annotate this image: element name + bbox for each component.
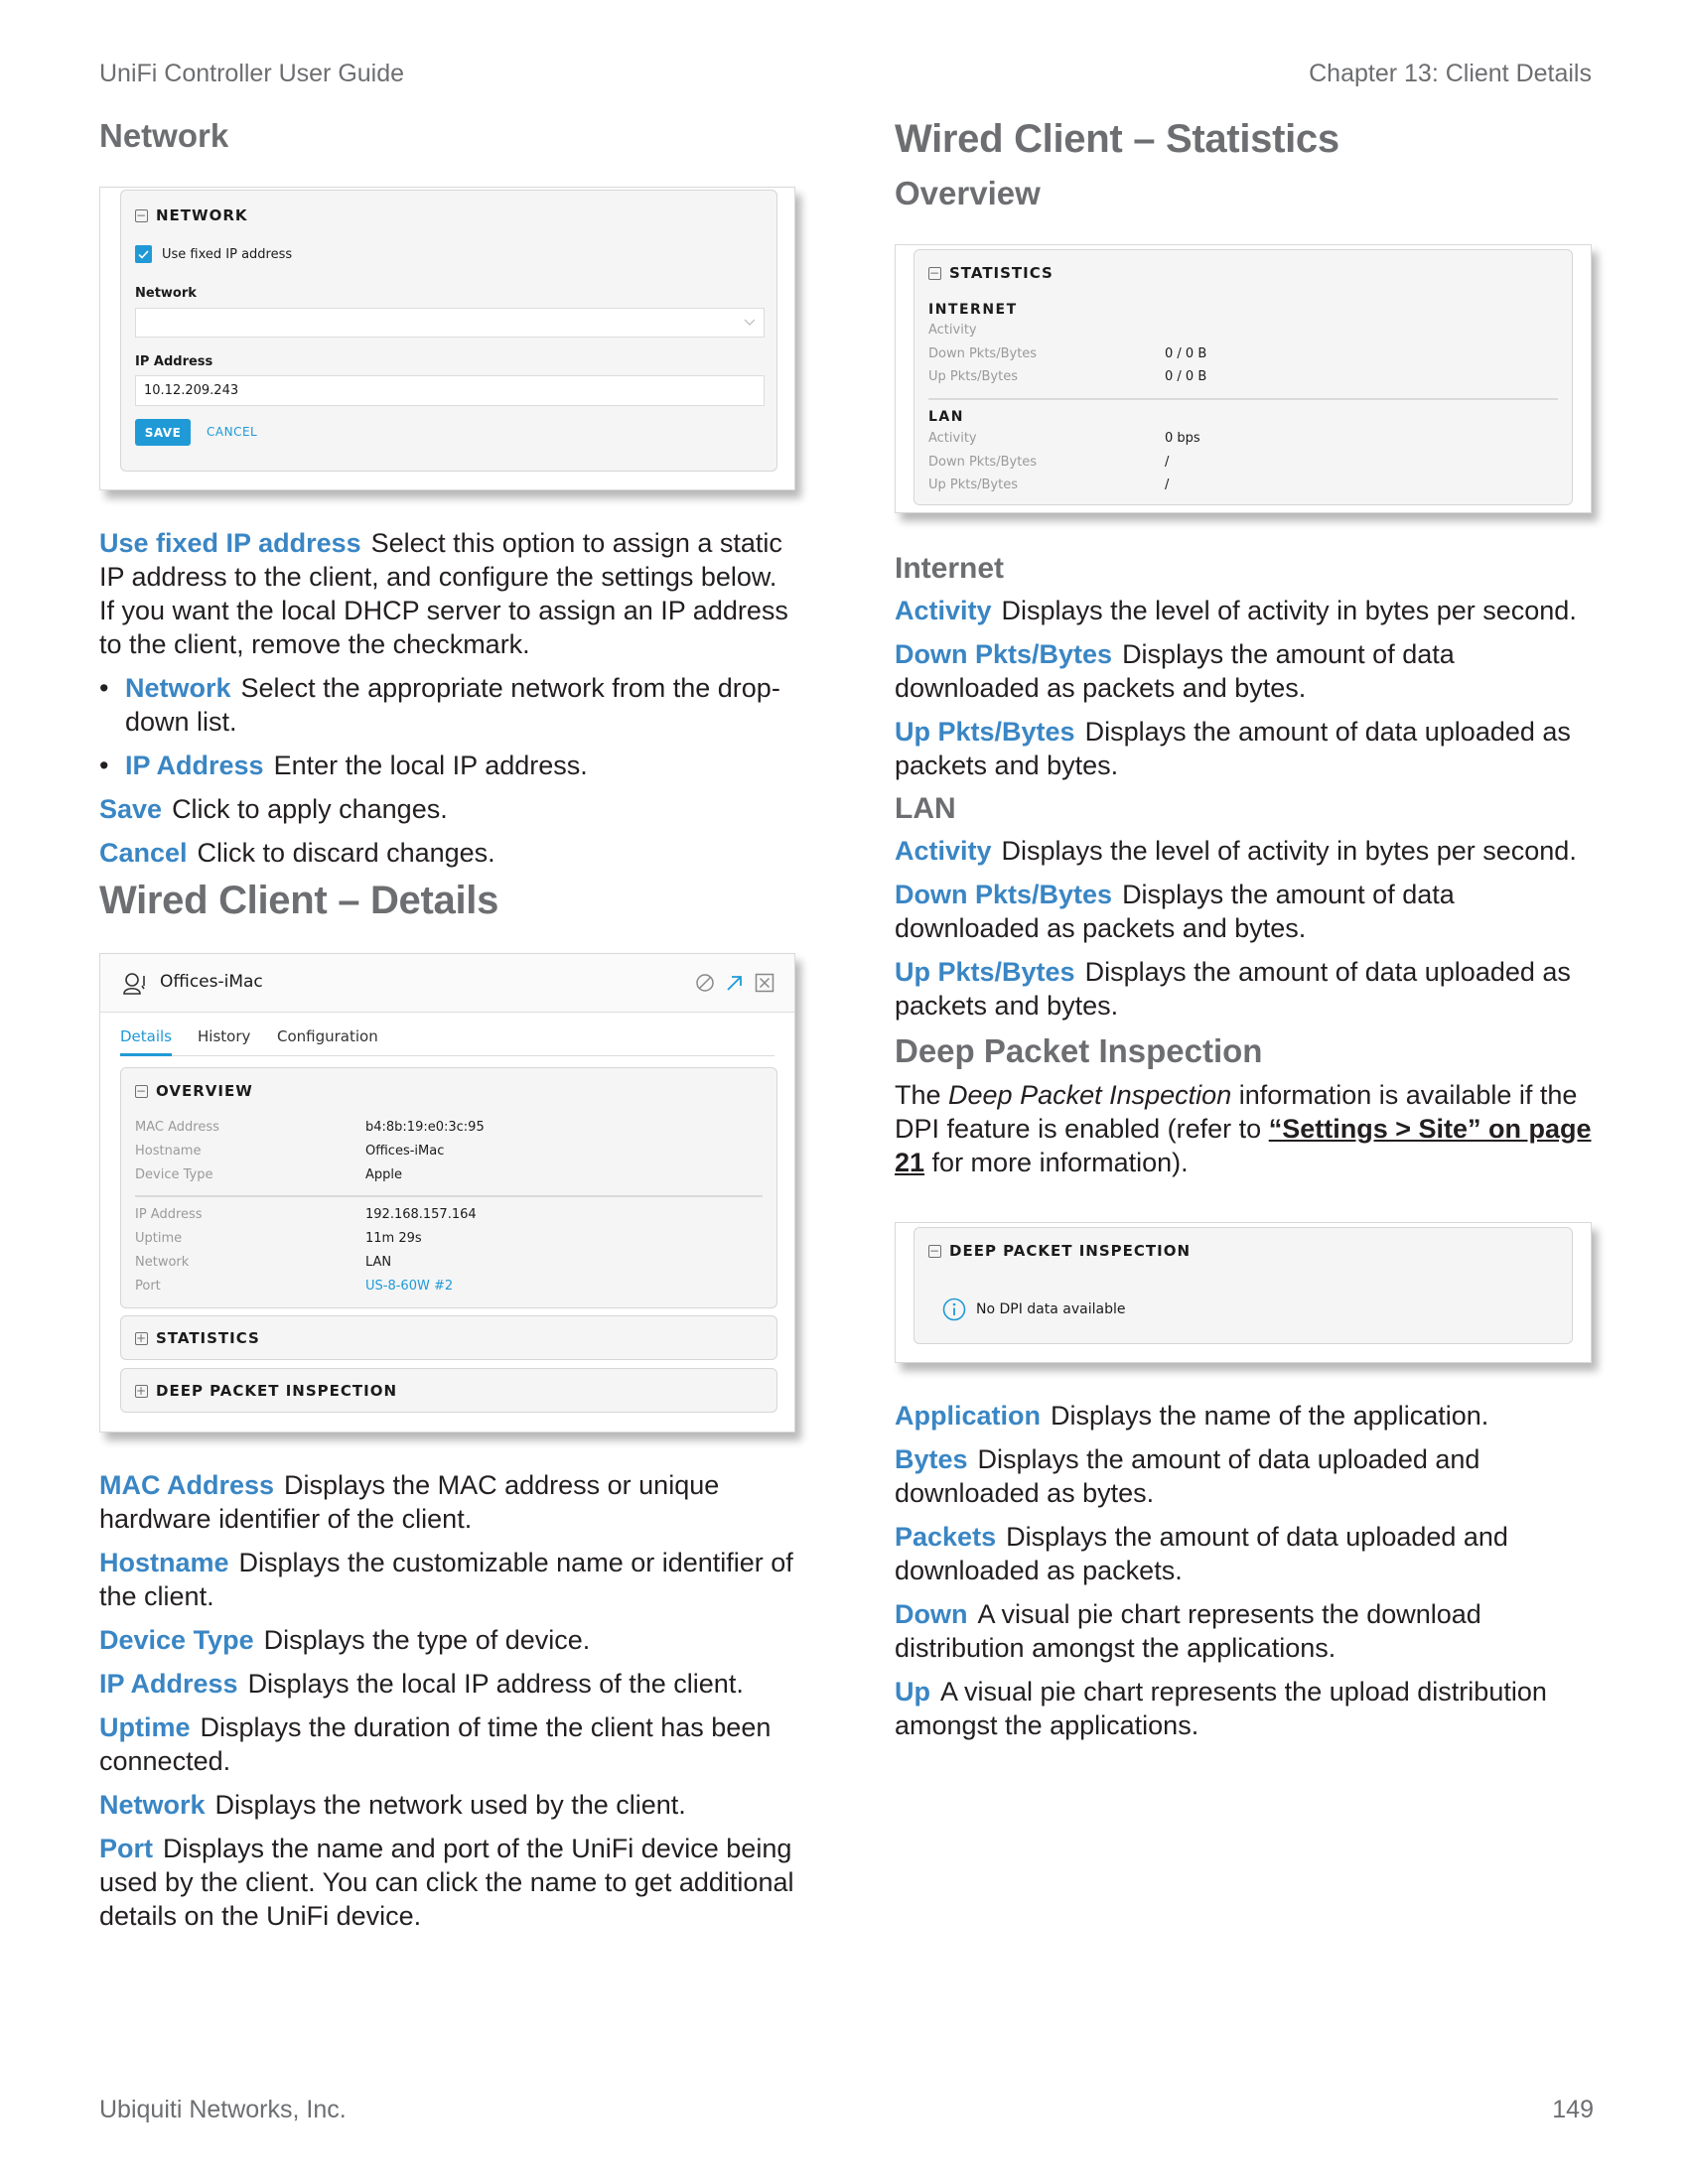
definition: Displays the level of activity in bytes per second. — [1001, 596, 1577, 625]
desc-item — [99, 1623, 794, 1657]
dpi-message: No DPI data available — [976, 1301, 1126, 1317]
term: Up — [895, 1677, 930, 1706]
overview-row — [121, 1144, 776, 1167]
dpi-screenshot — [895, 1222, 1592, 1363]
desc-cancel — [99, 836, 794, 870]
term: Down Pkts/Bytes — [895, 880, 1113, 909]
stats-row — [914, 323, 1572, 346]
definition: Click to discard changes. — [197, 838, 495, 868]
overview-row — [121, 1279, 776, 1302]
statistics-panel — [914, 249, 1573, 505]
definition: Displays the amount of data downloaded as packets and bytes. — [895, 880, 1455, 943]
term: Uptime — [99, 1712, 191, 1742]
desc-item — [895, 1399, 1600, 1433]
statistics-heading: Wired Client – Statistics — [895, 117, 1339, 161]
term: Network — [99, 1790, 206, 1820]
term: Application — [895, 1401, 1041, 1431]
ip-address-input[interactable] — [135, 375, 765, 406]
dpi-intro-text: The — [895, 1080, 949, 1110]
desc-item — [99, 1788, 794, 1822]
definition: Displays the customizable name or identifier of the client. — [99, 1548, 793, 1611]
bullet-item — [99, 749, 794, 782]
divider — [928, 398, 1558, 400]
tab-history[interactable]: History — [198, 1027, 251, 1045]
network-descriptions — [99, 526, 794, 880]
overview-panel — [120, 1067, 777, 1308]
definition: Select the appropriate network from the drop-down list. — [125, 673, 780, 737]
client-tabs — [120, 1020, 774, 1056]
row-value: 0 / 0 B — [1165, 346, 1207, 361]
network-panel-header[interactable] — [135, 206, 248, 224]
definition: Displays the amount of data uploaded as packets and bytes. — [895, 717, 1571, 780]
tab-details[interactable]: Details — [120, 1027, 172, 1056]
save-button[interactable]: SAVE — [135, 419, 191, 446]
collapse-icon: − — [135, 1084, 148, 1098]
row-label: Hostname — [135, 1144, 202, 1159]
desc-item — [895, 637, 1600, 705]
row-label: Down Pkts/Bytes — [928, 455, 1038, 470]
definition: Displays the amount of data downloaded as packets and bytes. — [895, 639, 1455, 703]
definition: Displays the amount of data uploaded and downloaded as bytes. — [895, 1444, 1480, 1508]
collapse-icon: − — [928, 1244, 941, 1258]
lan-heading: LAN — [895, 792, 956, 825]
overview-row — [121, 1120, 776, 1144]
row-label: Up Pkts/Bytes — [928, 369, 1018, 384]
ip-address-value: 10.12.209.243 — [144, 383, 239, 398]
definition: A visual pie chart represents the download distribution amongst the applications. — [895, 1599, 1481, 1663]
dpi-heading: Deep Packet Inspection — [895, 1032, 1263, 1069]
network-panel — [120, 190, 777, 472]
port-link[interactable]: US-8-60W #2 — [365, 1279, 454, 1294]
term: Down Pkts/Bytes — [895, 639, 1113, 669]
row-label: MAC Address — [135, 1120, 219, 1135]
row-label: Activity — [928, 431, 977, 446]
lan-section-title: LAN — [928, 409, 964, 425]
fixed-ip-label: Use fixed IP address — [162, 246, 293, 262]
desc-item — [99, 1710, 794, 1778]
dpi-empty-message — [942, 1297, 1125, 1321]
definition: Click to apply changes. — [172, 794, 448, 824]
desc-item — [895, 1520, 1600, 1587]
footer-company: Ubiquiti Networks, Inc. — [99, 2096, 347, 2123]
definition: Displays the name and port of the UniFi device being used by the client. You can click the name to get additional details on the UniFi device. — [99, 1834, 794, 1931]
desc-item — [895, 1442, 1600, 1510]
client-name: Offices-iMac — [160, 972, 263, 992]
row-value: Offices-iMac — [365, 1144, 445, 1159]
row-value: / — [1165, 478, 1170, 492]
dpi-descriptions — [895, 1399, 1600, 1752]
dpi-panel — [914, 1227, 1573, 1344]
term: Device Type — [99, 1625, 254, 1655]
definition: Displays the type of device. — [263, 1625, 591, 1655]
term: Up Pkts/Bytes — [895, 717, 1075, 747]
term: Cancel — [99, 838, 188, 868]
definition: Displays the MAC address or unique hardware identifier of the client. — [99, 1470, 720, 1534]
internet-heading: Internet — [895, 552, 1005, 585]
term: Save — [99, 794, 163, 824]
definition: Displays the network used by the client. — [214, 1790, 686, 1820]
dpi-collapsed-panel[interactable] — [120, 1368, 777, 1413]
desc-item — [895, 1675, 1600, 1742]
dpi-intro-text: for more information). — [924, 1148, 1189, 1177]
term: Packets — [895, 1522, 997, 1552]
row-label: Activity — [928, 323, 977, 338]
desc-item — [99, 1546, 794, 1613]
row-value: / — [1165, 455, 1170, 470]
collapse-icon: − — [135, 208, 148, 222]
overview-row — [121, 1255, 776, 1279]
overview-heading: Overview — [895, 175, 1041, 211]
expand-icon[interactable] — [725, 973, 745, 993]
desc-item — [895, 1597, 1600, 1665]
row-label: Uptime — [135, 1231, 183, 1246]
row-label: Up Pkts/Bytes — [928, 478, 1018, 492]
stats-row — [914, 478, 1572, 501]
overview-row — [121, 1231, 776, 1255]
term: Down — [895, 1599, 968, 1629]
divider — [135, 1195, 763, 1197]
desc-item — [895, 834, 1600, 868]
desc-item — [99, 1667, 794, 1701]
term: Activity — [895, 836, 992, 866]
row-value: 192.168.157.164 — [365, 1207, 477, 1222]
desc-save — [99, 792, 794, 826]
desc-item — [99, 1832, 794, 1933]
definition: Displays the name of the application. — [1051, 1401, 1489, 1431]
term: Bytes — [895, 1444, 968, 1474]
row-label: Network — [135, 1255, 190, 1270]
statistics-panel-header[interactable] — [928, 264, 1054, 282]
stats-row — [914, 346, 1572, 370]
row-label: Port — [135, 1279, 161, 1294]
definition: Displays the level of activity in bytes per second. — [1001, 836, 1577, 866]
bullet-item — [99, 671, 794, 739]
definition: Displays the local IP address of the client. — [247, 1669, 744, 1699]
settings-site-link[interactable]: “Settings > Site” on page 21 — [895, 1114, 1592, 1177]
fixed-ip-checkbox-row[interactable] — [135, 245, 292, 263]
running-header-title: UniFi Controller User Guide — [99, 60, 405, 87]
term: IP Address — [125, 751, 264, 780]
dpi-panel-header[interactable] — [135, 1382, 397, 1400]
client-window-header — [100, 954, 794, 1013]
network-screenshot — [99, 187, 795, 490]
dpi-intro-italic: Deep Packet Inspection — [948, 1080, 1232, 1110]
row-label: IP Address — [135, 1207, 203, 1222]
statistics-collapsed-panel[interactable] — [120, 1315, 777, 1360]
desc-item — [99, 1468, 794, 1536]
close-icon[interactable] — [755, 973, 774, 993]
desc-item — [895, 715, 1600, 782]
definition: Displays the duration of time the client has been connected. — [99, 1712, 772, 1776]
statistics-screenshot — [895, 244, 1592, 513]
row-label: Down Pkts/Bytes — [928, 346, 1038, 361]
dpi-panel-header[interactable] — [928, 1242, 1191, 1260]
term: Network — [125, 673, 231, 703]
internet-section-title: INTERNET — [928, 302, 1018, 318]
term: MAC Address — [99, 1470, 275, 1500]
stats-row — [914, 431, 1572, 455]
desc-item — [895, 878, 1600, 945]
network-panel-title: NETWORK — [156, 206, 248, 224]
dpi-intro — [895, 1078, 1600, 1179]
term: Use fixed IP address — [99, 528, 361, 558]
row-value: Apple — [365, 1167, 403, 1182]
row-value: LAN — [365, 1255, 392, 1270]
statistics-panel-header[interactable] — [135, 1329, 260, 1347]
definition: Enter the local IP address. — [273, 751, 588, 780]
row-value: b4:8b:19:e0:3c:95 — [365, 1120, 485, 1135]
row-label: Device Type — [135, 1167, 213, 1182]
desc-item — [895, 955, 1600, 1023]
stats-row — [914, 455, 1572, 478]
term: IP Address — [99, 1669, 238, 1699]
details-descriptions — [99, 1468, 794, 1943]
definition: Displays the amount of data uploaded and downloaded as packets. — [895, 1522, 1508, 1585]
row-value: 11m 29s — [365, 1231, 422, 1246]
network-field-label: Network — [135, 286, 197, 301]
tab-configuration[interactable]: Configuration — [277, 1027, 378, 1045]
statistics-title: STATISTICS — [949, 264, 1054, 282]
definition: Select this option to assign a static IP address to the client, and configure the settings below. If you want the local DHCP server to assign an IP address to the client, remove the checkmark. — [99, 528, 788, 659]
expand-plus-icon: + — [135, 1384, 148, 1398]
statistics-descriptions — [895, 552, 1600, 1189]
term: Hostname — [99, 1548, 229, 1577]
client-details-screenshot — [99, 953, 795, 1433]
bullet-icon: • — [99, 751, 109, 780]
dpi-intro-text: information is available if the DPI feature is enabled (refer to — [895, 1080, 1578, 1144]
term: Up Pkts/Bytes — [895, 957, 1075, 987]
desc-item — [895, 594, 1600, 627]
ip-field-label: IP Address — [135, 354, 213, 369]
stats-row — [914, 369, 1572, 393]
row-value: 0 bps — [1165, 431, 1200, 446]
overview-panel-header[interactable] — [135, 1082, 253, 1100]
desc-fixed-ip — [99, 526, 794, 661]
bullet-icon: • — [99, 673, 109, 703]
dpi-title: DEEP PACKET INSPECTION — [156, 1382, 398, 1400]
network-select[interactable] — [135, 308, 765, 338]
overview-row — [121, 1207, 776, 1231]
row-value: 0 / 0 B — [1165, 369, 1207, 384]
overview-row — [121, 1167, 776, 1191]
chevron-down-icon — [744, 319, 756, 327]
dpi-panel-title: DEEP PACKET INSPECTION — [949, 1242, 1192, 1260]
checkbox-checked-icon[interactable] — [135, 245, 152, 263]
block-icon[interactable] — [695, 973, 715, 993]
definition: Displays the amount of data uploaded as packets and bytes. — [895, 957, 1571, 1021]
page-number: 149 — [1552, 2096, 1594, 2123]
running-header-chapter: Chapter 13: Client Details — [1309, 60, 1592, 87]
collapse-icon: − — [928, 266, 941, 280]
overview-title: OVERVIEW — [156, 1082, 253, 1100]
term: Activity — [895, 596, 992, 625]
expand-plus-icon: + — [135, 1331, 148, 1345]
term: Port — [99, 1834, 153, 1863]
info-icon — [942, 1297, 966, 1321]
client-user-icon — [122, 972, 148, 996]
statistics-title: STATISTICS — [156, 1329, 260, 1347]
cancel-button[interactable]: CANCEL — [207, 425, 258, 439]
details-heading: Wired Client – Details — [99, 879, 499, 922]
definition: A visual pie chart represents the upload distribution amongst the applications. — [895, 1677, 1547, 1740]
network-heading: Network — [99, 117, 229, 154]
